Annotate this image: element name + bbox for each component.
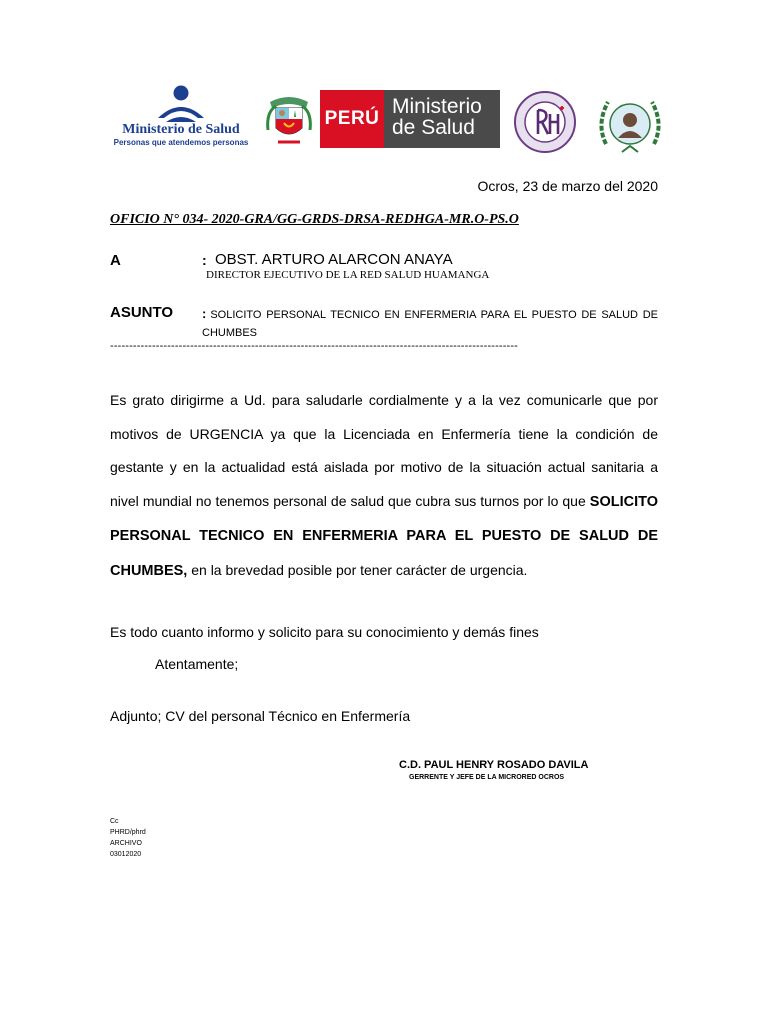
red-salud-huamanga-seal-icon bbox=[512, 90, 578, 154]
minsa-logo-name: Ministerio de Salud bbox=[122, 122, 240, 137]
peru-banner-ministry-line1: Ministerio bbox=[392, 95, 482, 118]
body-outro: en la brevedad posible por tener carácter de urgencia. bbox=[187, 561, 528, 578]
peru-coat-of-arms-icon bbox=[262, 90, 316, 150]
oficio-reference: OFICIO N° 034- 2020-GRA/GG-GRDS-DRSA-REDHGA-MR.O-PS.O bbox=[110, 212, 519, 227]
minsa-logo bbox=[108, 84, 254, 150]
peru-ministerio-banner bbox=[320, 90, 500, 148]
peru-banner-country: PERÚ bbox=[320, 90, 384, 148]
date-line: Ocros, 23 de marzo del 2020 bbox=[477, 178, 658, 194]
subject-label: ASUNTO bbox=[110, 304, 174, 321]
peru-banner-ministry bbox=[384, 90, 500, 148]
closing-line: Es todo cuanto informo y solicito para su conocimiento y demás fines bbox=[110, 624, 539, 640]
recipient-name: OBST. ARTURO ALARCON ANAYA bbox=[215, 251, 453, 268]
minsa-logo-slogan: Personas que atendemos personas bbox=[113, 138, 249, 147]
minsa-emblem-icon bbox=[108, 84, 254, 124]
cc-block bbox=[110, 816, 146, 860]
peru-banner-ministry-line2: de Salud bbox=[392, 116, 475, 139]
subject-colon: : bbox=[202, 306, 207, 321]
winsa-laurel-seal-icon bbox=[592, 88, 668, 160]
cc-line: PHRD/phrd bbox=[110, 829, 146, 836]
signature-role: GERRENTE Y JEFE DE LA MICRORED OCROS bbox=[409, 774, 565, 781]
subject-text bbox=[202, 305, 658, 342]
letter-body bbox=[110, 384, 658, 589]
recipient-colon: : bbox=[202, 252, 207, 268]
cc-line: ARCHIVO bbox=[110, 840, 142, 847]
cc-line: 03012020 bbox=[110, 851, 142, 858]
recipient-label: A bbox=[110, 252, 121, 269]
regards-line: Atentamente; bbox=[155, 656, 239, 672]
attachment-line: Adjunto; CV del personal Técnico en Enfermería bbox=[110, 708, 411, 724]
divider-line: ----------------------------------------------------------------------------------------------------------- bbox=[110, 340, 518, 352]
cc-line: Cc bbox=[110, 818, 119, 825]
signature-name: C.D. PAUL HENRY ROSADO DAVILA bbox=[399, 759, 589, 771]
body-emphasis: SOLICITO PERSONAL TECNICO EN ENFERMERIA PARA EL PUESTO DE SALUD DE CHUMBES, bbox=[110, 493, 658, 579]
recipient-title: DIRECTOR EJECUTIVO DE LA RED SALUD HUAMANGA bbox=[206, 269, 490, 281]
body-intro: Es grato dirigirme a Ud. para saludarle cordialmente y a la vez comunicarle que por motivos de URGENCIA ya que la Licenciada en Enfermería tiene la condición de gestante y en la actualidad está aislada por motivo de la situación actual sanitaria a nivel mundial no tenemos personal de salud que cubra sus turnos por lo que bbox=[110, 392, 658, 509]
subject-value: SOLICITO PERSONAL TECNICO EN ENFERMERIA PARA EL PUESTO DE SALUD DE CHUMBES bbox=[202, 309, 658, 339]
